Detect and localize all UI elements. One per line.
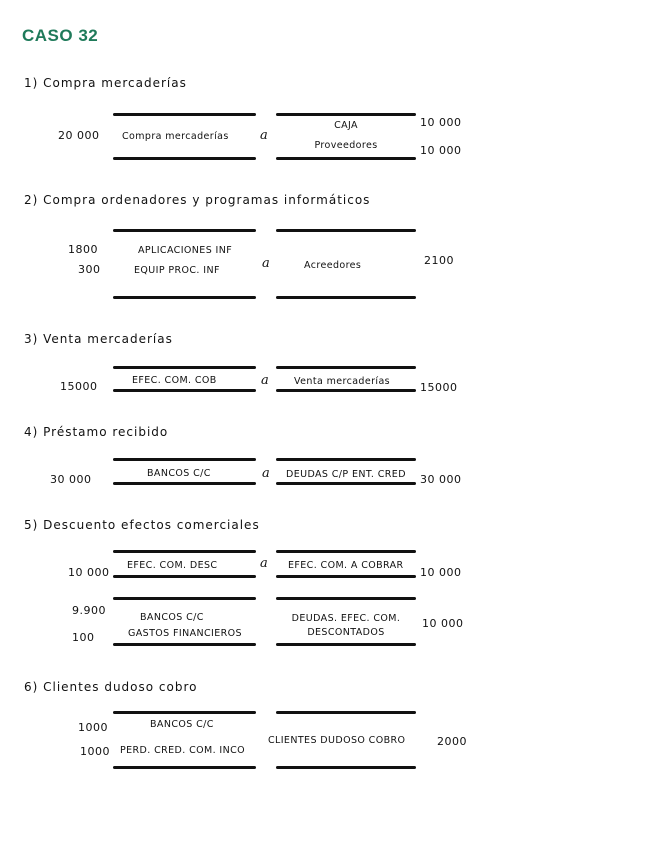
entry-4-connector: a [262, 466, 270, 481]
entry-1-credit-top-line [276, 113, 416, 116]
entry-5b-credit-top-line [276, 597, 416, 600]
entry-4-credit-amount: 30 000 [420, 473, 462, 486]
entry-5b-credit-account-2: DESCONTADOS [307, 627, 385, 638]
entry-4-credit-bottom-line [276, 482, 416, 485]
entry-5b-credit-amount: 10 000 [422, 617, 464, 630]
entry-5a-debit-top-line [113, 550, 256, 553]
entry-6-debit-account-2: PERD. CRED. COM. INCO [120, 745, 246, 756]
entry-6-debit-top-line [113, 711, 256, 714]
entry-3-heading: 3) Venta mercaderías [24, 332, 173, 346]
entry-1-credit-account-2: Proveedores [314, 140, 378, 151]
entry-5b-debit-bottom-line [113, 643, 256, 646]
entry-1-debit-bottom-line [113, 157, 256, 160]
entry-2-heading: 2) Compra ordenadores y programas informáticos [24, 193, 371, 207]
entry-5a-debit-bottom-line [113, 575, 256, 578]
entry-3-debit-top-line [113, 366, 256, 369]
entry-6-debit-bottom-line [113, 766, 256, 769]
entry-1-debit-account: Compra mercaderías [122, 131, 229, 142]
entry-1-connector: a [260, 128, 268, 143]
entry-1-credit-amount-2: 10 000 [420, 144, 462, 157]
entry-5a-connector: a [260, 556, 268, 571]
entry-5a-credit-bottom-line [276, 575, 416, 578]
entry-5b-credit-account-1: DEUDAS. EFEC. COM. [291, 613, 401, 624]
entry-3-connector: a [261, 373, 269, 388]
entry-3-credit-amount: 15000 [420, 381, 458, 394]
entry-5b-debit-account-1: BANCOS C/C [140, 612, 204, 623]
entry-6-credit-top-line [276, 711, 416, 714]
entry-5-heading: 5) Descuento efectos comerciales [24, 518, 260, 532]
entry-5a-credit-account: EFEC. COM. A COBRAR [288, 560, 404, 571]
entry-5a-debit-account: EFEC. COM. DESC [127, 560, 218, 571]
entry-2-debit-bottom-line [113, 296, 256, 299]
entry-4-debit-amount: 30 000 [50, 473, 92, 486]
entry-2-debit-amount-2: 300 [78, 263, 101, 276]
entry-4-debit-bottom-line [113, 482, 256, 485]
entry-3-debit-account: EFEC. COM. COB [132, 375, 217, 386]
entry-2-credit-top-line [276, 229, 416, 232]
entry-2-credit-amount: 2100 [424, 254, 454, 267]
entry-6-credit-bottom-line [276, 766, 416, 769]
entry-4-debit-top-line [113, 458, 256, 461]
entry-6-credit-amount: 2000 [437, 735, 467, 748]
entry-3-credit-account: Venta mercaderías [294, 376, 391, 387]
entry-3-credit-top-line [276, 366, 416, 369]
entry-1-credit-bottom-line [276, 157, 416, 160]
entry-6-debit-amount-2: 1000 [80, 745, 110, 758]
entry-5b-credit-bottom-line [276, 643, 416, 646]
entry-4-credit-top-line [276, 458, 416, 461]
entry-6-heading: 6) Clientes dudoso cobro [24, 680, 198, 694]
entry-5a-credit-amount: 10 000 [420, 566, 462, 579]
entry-5a-credit-top-line [276, 550, 416, 553]
entry-1-debit-top-line [113, 113, 256, 116]
entry-5b-debit-account-2: GASTOS FINANCIEROS [128, 628, 242, 639]
entry-2-debit-account-2: EQUIP PROC. INF [134, 265, 220, 276]
entry-2-credit-bottom-line [276, 296, 416, 299]
entry-4-heading: 4) Préstamo recibido [24, 425, 169, 439]
entry-1-credit-account-1: CAJA [334, 120, 358, 131]
entry-5b-debit-amount-2: 100 [72, 631, 95, 644]
entry-2-connector: a [262, 256, 270, 271]
entry-3-debit-amount: 15000 [60, 380, 98, 393]
entry-2-credit-account: Acreedores [304, 260, 362, 271]
entry-6-credit-account: CLIENTES DUDOSO COBRO [268, 735, 406, 746]
entry-5b-debit-top-line [113, 597, 256, 600]
entry-6-debit-amount-1: 1000 [78, 721, 108, 734]
entry-2-debit-amount-1: 1800 [68, 243, 98, 256]
entry-4-debit-account: BANCOS C/C [147, 468, 211, 479]
entry-1-debit-amount: 20 000 [58, 129, 100, 142]
entry-4-credit-account: DEUDAS C/P ENT. CRED [286, 469, 406, 480]
entry-3-debit-bottom-line [113, 389, 256, 392]
entry-5a-debit-amount: 10 000 [68, 566, 110, 579]
entry-3-credit-bottom-line [276, 389, 416, 392]
entry-5b-debit-amount-1: 9.900 [72, 604, 106, 617]
entry-2-debit-top-line [113, 229, 256, 232]
entry-6-debit-account-1: BANCOS C/C [150, 719, 214, 730]
entry-2-debit-account-1: APLICACIONES INF [138, 245, 233, 256]
entry-1-heading: 1) Compra mercaderías [24, 76, 187, 90]
entry-1-credit-amount-1: 10 000 [420, 116, 462, 129]
page-title: CASO 32 [22, 26, 99, 45]
